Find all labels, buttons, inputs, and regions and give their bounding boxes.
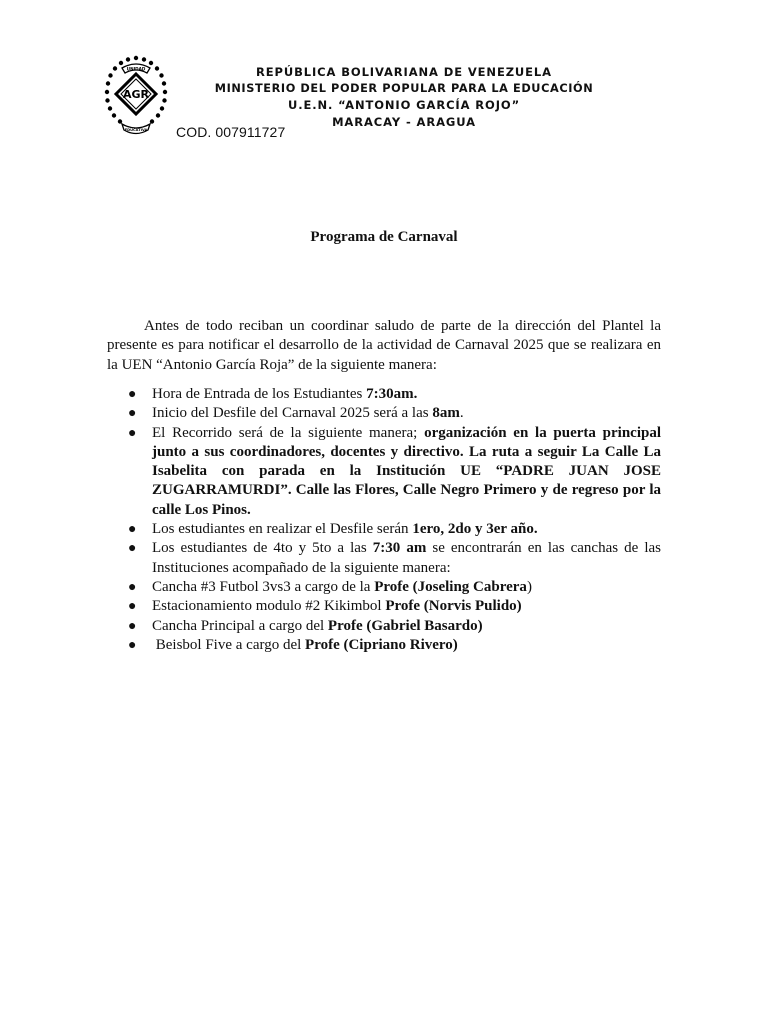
list-item: ● Inicio del Desfile del Carnaval 2025 será a las 8am. xyxy=(107,404,661,423)
activity-list xyxy=(107,385,661,655)
list-item: ● Beisbol Five a cargo del Profe (Cipriano Rivero) xyxy=(107,636,661,655)
list-item: ● El Recorrido será de la siguiente manera; organización en la puerta principal junto a sus coordinadores, docentes y directivo. La ruta a seguir La Calle La Isabelita con parada en la Institución UE “PADRE JUAN JOSE ZUGARRAMURDI”. Calle las Flores, Calle Negro Primero y de regreso por la calle Los Pinos. xyxy=(128,424,662,518)
bullet-icon: ● xyxy=(128,579,137,595)
bullet-icon: ● xyxy=(128,637,137,653)
bullet-icon: ● xyxy=(128,541,137,557)
bullet-icon: ● xyxy=(128,406,137,422)
header-ministry: MINISTERIO DEL PODER POPULAR PARA LA EDUCACIÓN xyxy=(214,81,594,95)
logo-top-text: UNIDAD xyxy=(126,66,146,72)
bullet-icon: ● xyxy=(128,618,137,634)
logo-letters: AGR xyxy=(122,88,150,101)
list-item: ● Estacionamiento modulo #2 Kikimbol Profe (Norvis Pulido) xyxy=(107,597,661,616)
bullet-icon: ● xyxy=(128,599,137,615)
header-republic: REPÚBLICA BOLIVARIANA DE VENEZUELA xyxy=(256,65,552,79)
bullet-icon: ● xyxy=(128,387,137,402)
header-school: U.E.N. “ANTONIO GARCÍA ROJO” xyxy=(287,98,521,112)
list-item: ● Cancha #3 Futbol 3vs3 a cargo de la Profe (Joseling Cabrera) xyxy=(107,578,661,597)
bullet-icon: ● xyxy=(128,425,137,441)
document-title: Programa de Carnaval xyxy=(310,229,458,245)
list-item: ● Hora de Entrada de los Estudiantes 7:30am. xyxy=(107,385,661,404)
intro-paragraph: Antes de todo reciban un coordinar saludo de parte de la dirección del Plantel la presente es para notificar el desarrollo de la actividad de Carnaval 2025 que se realizara en la UEN “Antonio García Roja” de la siguiente manera: xyxy=(107,318,661,373)
letterhead xyxy=(180,64,628,130)
header-location: MARACAY - ARAGUA xyxy=(332,114,476,129)
school-code: COD. 007911727 xyxy=(176,124,286,140)
logo-bottom-text: EDUCATIVA xyxy=(124,128,148,132)
list-item: ● Cancha Principal a cargo del Profe (Gabriel Basardo) xyxy=(107,617,661,636)
bullet-icon: ● xyxy=(128,522,137,538)
school-logo xyxy=(104,54,168,138)
list-item: ● Los estudiantes de 4to y 5to a las 7:30 am se encontrarán en las canchas de las Instituciones acompañado de la siguiente manera: xyxy=(128,540,661,576)
list-item: ● Los estudiantes en realizar el Desfile serán 1ero, 2do y 3er año. xyxy=(107,520,661,539)
